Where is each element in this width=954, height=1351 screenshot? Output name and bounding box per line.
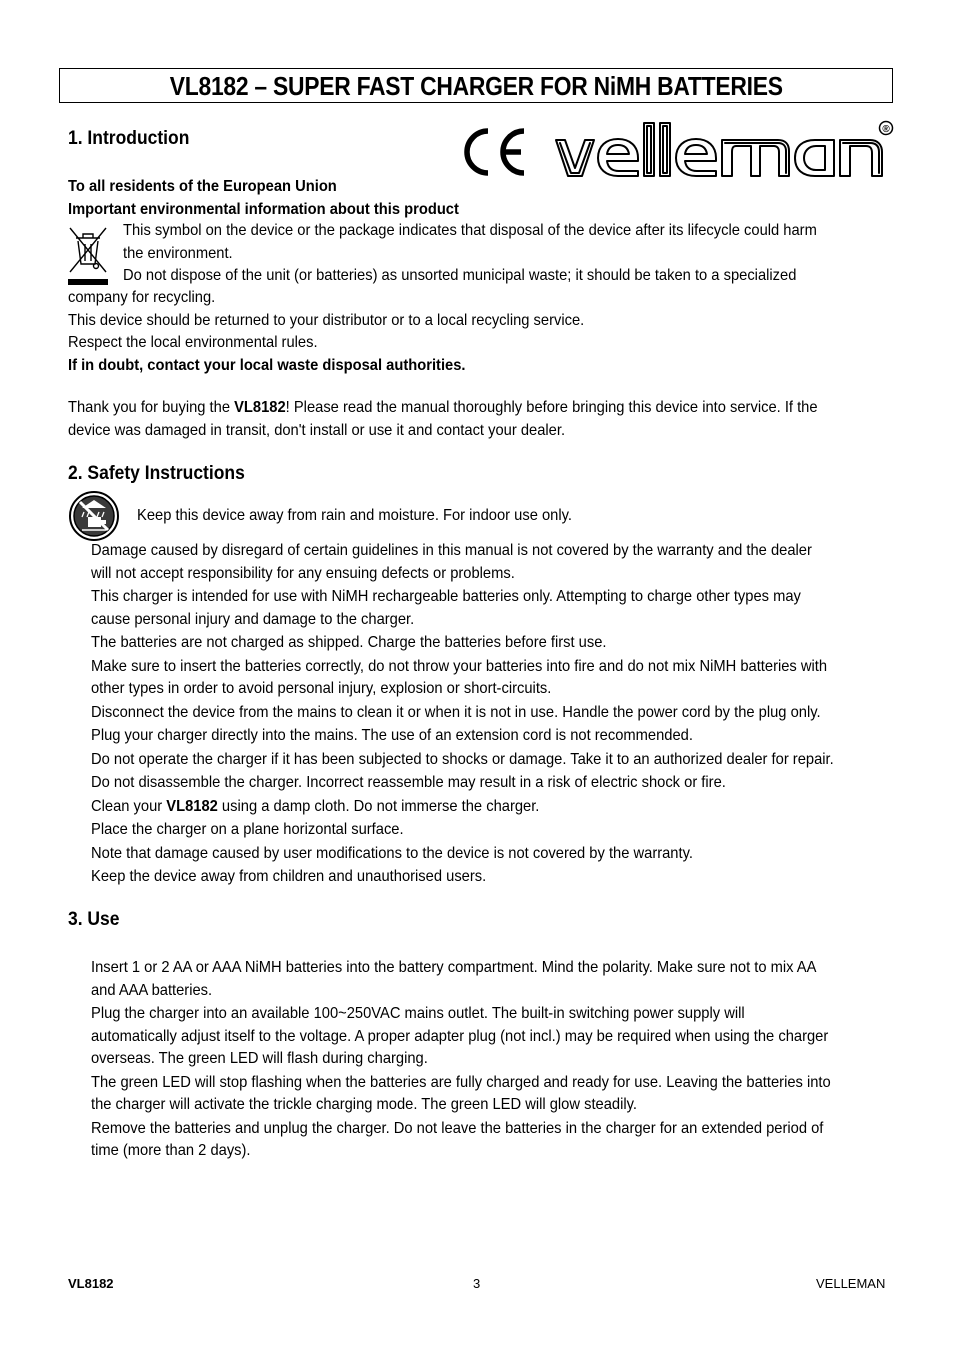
weee-line: This device should be returned to your distributor or to a local recycling service.	[68, 311, 585, 329]
footer-brand: VELLEMAN	[816, 1276, 886, 1291]
safety-item: Keep the device away from children and unauthorised users.	[91, 868, 487, 885]
brand-logo	[458, 118, 894, 184]
use-item: and AAA batteries.	[91, 981, 213, 999]
weee-line: the environment.	[123, 244, 233, 262]
rain-moisture-warning: Keep this device away from rain and moisture. For indoor use only.	[137, 507, 573, 524]
use-item: time (more than 2 days).	[91, 1142, 251, 1159]
weee-line: Respect the local environmental rules.	[68, 334, 318, 351]
eu-notice	[68, 176, 493, 221]
safety-item: Plug your charger directly into the mains. The use of an extension cord is not recommended.	[91, 727, 693, 744]
safety-heading: 2. Safety Instructions	[68, 463, 245, 484]
safety-list	[91, 540, 898, 889]
thank-you-paragraph	[68, 397, 883, 442]
safety-item: Damage caused by disregard of certain guidelines in this manual is not covered by the warranty and the dealer	[91, 542, 812, 559]
safety-item: cause personal injury and damage to the charger.	[91, 610, 415, 628]
page-title-box	[59, 68, 893, 103]
velleman-wordmark-icon	[556, 123, 882, 176]
safety-item: Make sure to insert the batteries correctly, do not throw your batteries into fire and do not mix NiMH batteries with	[91, 657, 828, 675]
use-item: automatically adjust itself to the voltage. A proper adapter plug (not incl.) may be required when using the charger	[91, 1027, 829, 1045]
page-number: 3	[473, 1276, 481, 1291]
use-item: Plug the charger into an available 100~250VAC mains outlet. The built-in switching power supply will	[91, 1005, 745, 1022]
use-item: Remove the batteries and unplug the charger. Do not leave the batteries in the charger for an extended period of	[91, 1119, 824, 1137]
indoor-use-only-icon	[68, 490, 120, 542]
thank-you-line: device was damaged in transit, don't install or use it and contact your dealer.	[68, 421, 566, 439]
safety-item: other types in order to avoid personal injury, explosion or short-circuits.	[91, 680, 552, 697]
use-list	[91, 957, 895, 1163]
safety-item: Place the charger on a plane horizontal surface.	[91, 821, 404, 838]
page-title: VL8182 – SUPER FAST CHARGER FOR NiMH BATTERIES	[169, 71, 783, 101]
safety-item: Disconnect the device from the mains to clean it or when it is not in use. Handle the power cord by the plug only.	[91, 703, 821, 721]
weee-line: company for recycling.	[68, 289, 216, 306]
use-item: Insert 1 or 2 AA or AAA NiMH batteries into the battery compartment. Mind the polarity. Make sure not to mix AA	[91, 959, 817, 976]
safety-item: This charger is intended for use with NiMH rechargeable batteries only. Attempting to charge other types may	[91, 588, 801, 605]
footer-model: VL8182	[68, 1276, 114, 1291]
weee-text-indented	[123, 220, 877, 288]
weee-text	[68, 287, 629, 377]
use-heading: 3. Use	[68, 909, 120, 930]
eu-notice-line: To all residents of the European Union	[68, 178, 337, 195]
safety-item: Note that damage caused by user modifications to the device is not covered by the warranty.	[91, 844, 693, 862]
use-item: the charger will activate the trickle charging mode. The green LED will glow steadily.	[91, 1096, 637, 1113]
ce-mark-icon	[467, 131, 524, 173]
intro-heading: 1. Introduction	[68, 128, 190, 149]
use-item: overseas. The green LED will flash during charging.	[91, 1050, 428, 1067]
safety-item: Do not operate the charger if it has been subjected to shocks or damage. Take it to an authorized dealer for repair.	[91, 750, 834, 768]
weee-line: Do not dispose of the unit (or batteries) as unsorted municipal waste; it should be taken to a specialized	[123, 267, 797, 284]
weee-bin-icon	[66, 224, 110, 286]
ce-velleman-logo	[458, 118, 894, 184]
eu-notice-line: Important environmental information about this product	[68, 200, 459, 218]
svg-text:®: ®	[882, 124, 890, 135]
weee-line: This symbol on the device or the package indicates that disposal of the device after its lifecycle could harm	[123, 222, 817, 239]
registered-mark-icon	[880, 122, 893, 136]
thank-you-line: Thank you for buying the VL8182! Please read the manual thoroughly before bringing this device into service. If the	[68, 399, 818, 416]
use-item: The green LED will stop flashing when the batteries are fully charged and ready for use. Leaving the batteries into	[91, 1073, 831, 1091]
safety-item: will not accept responsibility for any ensuing defects or problems.	[91, 564, 515, 582]
weee-line: If in doubt, contact your local waste disposal authorities.	[68, 356, 466, 374]
safety-item: Clean your VL8182 using a damp cloth. Do not immerse the charger.	[91, 797, 540, 815]
safety-item: The batteries are not charged as shipped. Charge the batteries before first use.	[91, 634, 607, 651]
safety-item: Do not disassemble the charger. Incorrect reassemble may result in a risk of electric shock or fire.	[91, 774, 726, 791]
